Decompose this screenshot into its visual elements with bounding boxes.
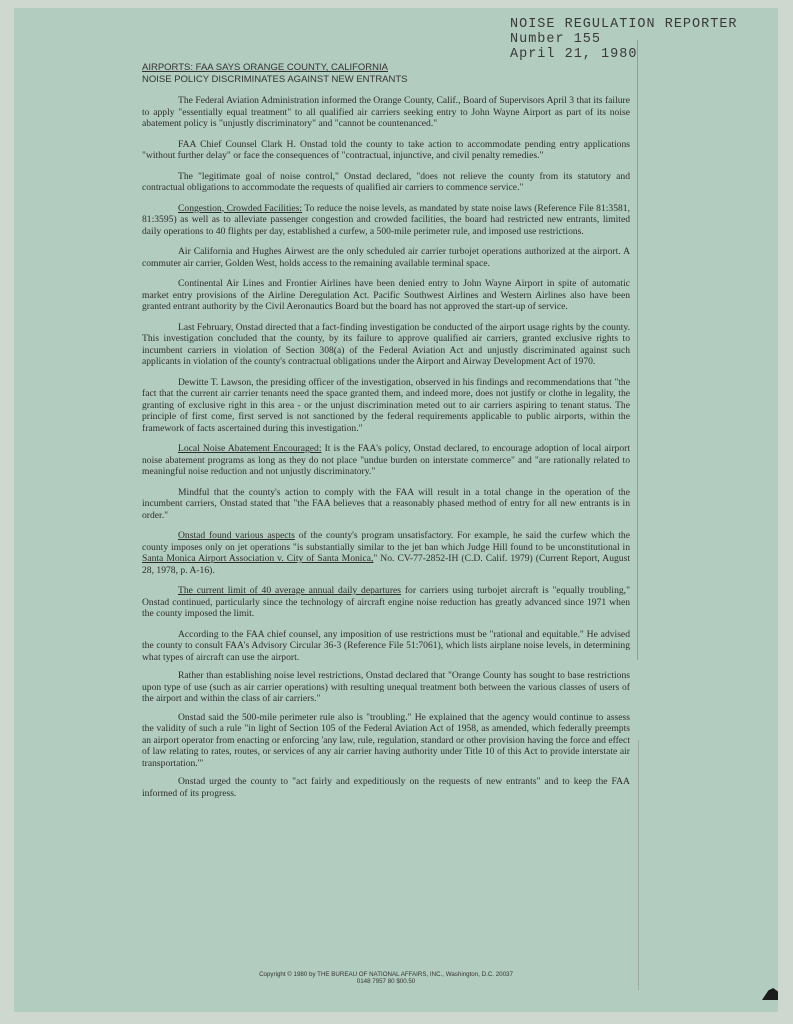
paragraph-text: for carriers using turbojet aircraft is "equally troubling," Onstad continued, particularly since the technology of aircraft engine noise reduction has greatly advanced since 1971 when the county imposed the limit. (142, 585, 630, 619)
article-title (142, 62, 408, 86)
paragraph: Last February, Onstad directed that a fact-finding investigation be conducted of the airport usage rights by the county. This investigation concluded that the county, by its failure to approve qualified air carriers, granted exclusive rights to incumbent carriers in violation of Section 308(a) of the Federal Aviation Act and unjustly discriminated against such applicants in violation of the county's contractual obligations under the Airport and Airway Development Act of 1970. (142, 321, 630, 367)
paragraph (142, 203, 630, 238)
document-code: 0148 7957 80 $00.50 (356, 978, 416, 985)
subheading: Local Noise Abatement Encouraged: (178, 443, 322, 454)
paragraph: Onstad urged the county to "act fairly and expeditiously on the requests of new entrants" and to keep the FAA informed of its progress. (142, 776, 630, 799)
underlined-phrase: The current limit of 40 average annual daily departures (178, 585, 401, 596)
article-body (142, 95, 630, 806)
issue-number: Number 155 (510, 32, 602, 47)
paragraph: According to the FAA chief counsel, any imposition of use restrictions must be "rational and equitable." He advised the county to consult FAA's Advisory Circular 36-3 (Reference File 51:7061), which lists airplane noise levels, in determining what types of aircraft can use the airport. (142, 628, 630, 663)
paragraph-text: It is the FAA's policy, Onstad declared, to encourage adoption of local airport noise abatement programs as long as they do not place "undue burden on interstate commerce" and "are rationally related to meaningful noise reduction and not unjustly discriminatory." (142, 443, 630, 477)
paragraph-text: of the county's program unsatisfactory. For example, he said the curfew which the county imposes only on jet operations "is substantially similar to the jet ban which Judge Hill found to be unconstitutional in (142, 530, 630, 553)
paragraph: Air California and Hughes Airwest are the only scheduled air carrier turbojet operations authorized at the airport. A commuter air carrier, Golden West, holds access to the remaining available terminal space. (142, 246, 630, 269)
subheading: Congestion, Crowded Facilities: (178, 202, 303, 214)
publication-name: NOISE REGULATION REPORTER (510, 17, 738, 32)
paragraph-text: To reduce the noise levels, as mandated by state noise laws (Reference File 81:3581, 81:3595) as well as to alleviate passenger congestion and crowded facilities, the board had restricted new entrants, limited daily operations to 40 flights per day, established a curfew, a 500-mile perimeter rule, and imposed use restrictions. (142, 202, 630, 237)
issue-date: April 21, 1980 (510, 47, 638, 62)
page-footer (142, 971, 630, 985)
paragraph: The Federal Aviation Administration informed the Orange County, Calif., Board of Supervisors April 3 that its failure to apply "essentially equal treatment" to all qualified air carriers seeking entry to John Wayne Airport as part of its noise abatement policy is "unjustly discriminatory" and "cannot be countenanced." (142, 95, 630, 129)
paragraph-text: " No. CV-77-2852-IH (C.D. Calif. 1979) (Current Report, August 28, 1978, p. A-16). (142, 553, 630, 576)
margin-rule (637, 40, 638, 660)
paragraph: Continental Air Lines and Frontier Airlines have been denied entry to John Wayne Airport in spite of automatic market entry provisions of the Airline Deregulation Act. Pacific Southwest Airlines and Western Airlines also have been granted entrant authority by the Civil Aeronautics Board but the board has not approved the start-up of service. (142, 278, 630, 312)
article-title-line2: NOISE POLICY DISCRIMINATES AGAINST NEW ENTRANTS (142, 74, 408, 85)
article-title-line1: AIRPORTS: FAA SAYS ORANGE COUNTY, CALIFORNIA (142, 62, 389, 73)
copyright-notice: Copyright © 1980 by THE BUREAU OF NATIONAL AFFAIRS, INC., Washington, D.C. 20037 (259, 971, 513, 978)
paragraph: Dewitte T. Lawson, the presiding officer of the investigation, observed in his findings and recommendations that "the fact that the current air carrier tenants need the space granted them, and indeed more, does not justify or clothe in legality, the granting of exclusive right in this area - or the unjust discrimination meted out to air carriers aspiring to tenant status. The principle of first come, first served is not sanctioned by the federal requirements applicable to public airports, within the framework of facts ascertained during this investigation." (142, 376, 630, 434)
paragraph: Mindful that the county's action to comply with the FAA will result in a total change in the operation of the incumbent carriers, Onstad stated that "the FAA believes that a reasonably phased method of entry for all new entrants is in order." (142, 486, 630, 521)
paragraph (142, 585, 630, 620)
paragraph: The "legitimate goal of noise control," Onstad declared, "does not relieve the county from its statutory and contractual obligations to accommodate the requests of qualified air carriers to commence service." (142, 170, 630, 193)
paragraph: Onstad said the 500-mile perimeter rule also is "troubling." He explained that the agency would continue to assess the validity of such a rule "in light of Section 105 of the Federal Aviation Act of 1958, as amended, which federally preempts an airport operator from enacting or enforcing 'any law, rule, regulation, standard or other provision having the force and effect of law relating to rates, routes, or services of any air carrier having authority under Title 10 of this Act to provide interstate air transportation.'" (142, 711, 630, 769)
case-citation: Santa Monica Airport Association v. City of Santa Monica, (142, 553, 374, 564)
paragraph (142, 443, 630, 478)
paragraph: FAA Chief Counsel Clark H. Onstad told the county to take action to accommodate pending entry applications "without further delay" or face the consequences of "contractual, injunctive, and civil penalty remedies." (142, 138, 630, 161)
paragraph (142, 530, 630, 576)
underlined-phrase: Onstad found various aspects (178, 530, 295, 541)
publication-header (510, 17, 738, 62)
paragraph: Rather than establishing noise level restrictions, Onstad declared that "Orange County has sought to base restrictions upon type of use (such as air carrier operations) with resulting unequal treatment both between the various classes of users of the airport and within the class of air carriers." (142, 670, 630, 704)
margin-rule-lower (638, 740, 639, 990)
